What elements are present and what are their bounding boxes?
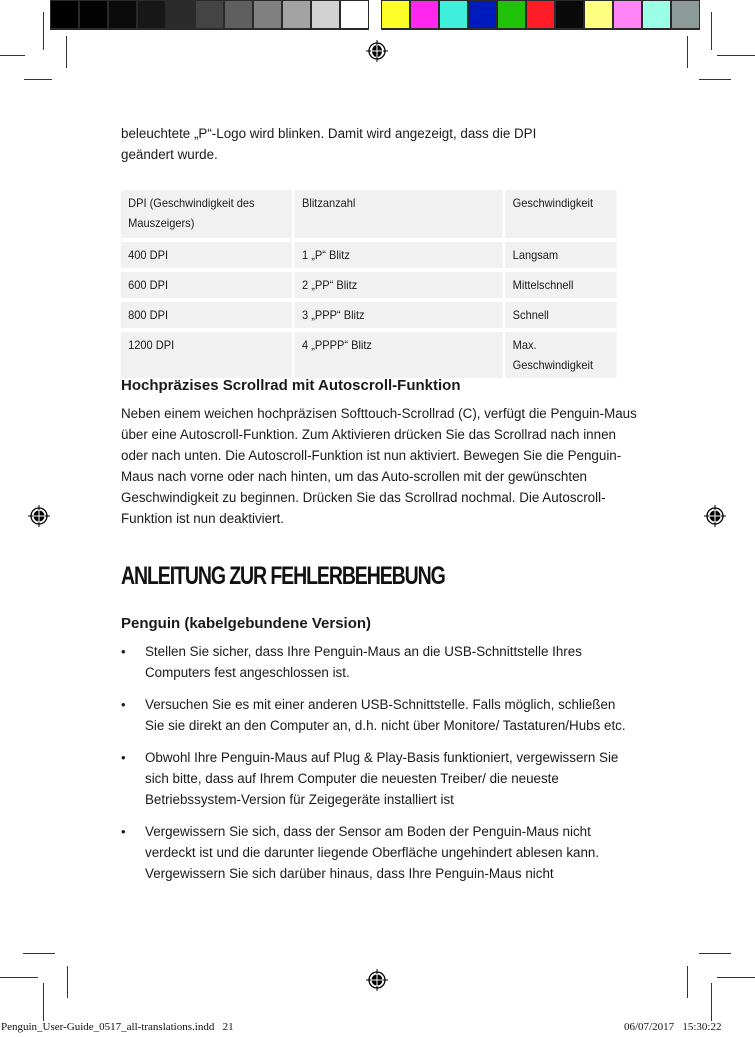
crop-mark bbox=[699, 953, 731, 954]
bullet-icon: • bbox=[121, 824, 126, 839]
table-cell: 1200 DPI bbox=[121, 332, 292, 378]
bullet-icon: • bbox=[121, 644, 126, 659]
registration-mark-icon bbox=[704, 505, 726, 527]
color-swatch bbox=[643, 1, 670, 28]
color-swatch bbox=[167, 1, 194, 28]
crop-mark bbox=[717, 55, 755, 56]
crop-mark bbox=[24, 79, 52, 80]
list-item bbox=[121, 821, 636, 884]
color-swatch bbox=[196, 1, 223, 28]
registration-mark-icon bbox=[366, 969, 388, 991]
color-swatch bbox=[283, 1, 310, 28]
list-item bbox=[121, 747, 636, 810]
section-subheading: Penguin (kabelgebundene Version) bbox=[121, 615, 372, 632]
color-swatch bbox=[614, 1, 641, 28]
table-cell: 4 „PPPP“ Blitz bbox=[295, 332, 503, 378]
color-swatch bbox=[312, 1, 339, 28]
color-swatch bbox=[382, 1, 409, 28]
crop-mark bbox=[0, 977, 38, 978]
table-cell: 3 „PPP“ Blitz bbox=[295, 302, 503, 328]
list-item bbox=[121, 694, 636, 736]
crop-mark bbox=[699, 79, 731, 80]
bullet-icon: • bbox=[121, 697, 126, 712]
color-swatch bbox=[138, 1, 165, 28]
crop-mark bbox=[43, 12, 44, 50]
intro-paragraph: beleuchtete „P“-Logo wird blinken. Damit wird angezeigt, dass die DPI geändert wurde. bbox=[121, 126, 537, 162]
color-swatch bbox=[556, 1, 583, 28]
color-swatch bbox=[109, 1, 136, 28]
color-swatch bbox=[672, 1, 699, 28]
color-swatch bbox=[254, 1, 281, 28]
crop-mark bbox=[711, 12, 712, 50]
list-item-text: Obwohl Ihre Penguin-Maus auf Plug & Play-Basis funktioniert, vergewissern Sie sich bitte, dass auf Ihrem Computer die neuesten Treiber/ die neueste Betriebssystem-Version für Zeigegeräte installiert ist bbox=[145, 750, 619, 807]
color-swatch bbox=[585, 1, 612, 28]
color-swatch bbox=[469, 1, 496, 28]
troubleshooting-list bbox=[121, 641, 636, 895]
dpi-table bbox=[118, 186, 619, 382]
footer-timestamp bbox=[624, 1021, 722, 1033]
table-row bbox=[121, 332, 617, 378]
table-cell: Mittelschnell bbox=[505, 272, 616, 298]
grayscale-color-bar bbox=[50, 0, 369, 30]
table-header-cell: DPI (Geschwindigkeit des Mauszeigers) bbox=[121, 190, 292, 238]
crop-mark bbox=[687, 966, 688, 998]
table-cell: 600 DPI bbox=[121, 272, 292, 298]
table-cell: Max. Geschwindigkeit bbox=[505, 332, 616, 378]
table-header-cell: Geschwindigkeit bbox=[505, 190, 616, 238]
color-swatch bbox=[440, 1, 467, 28]
footer-date: 06/07/2017 bbox=[624, 1021, 675, 1033]
color-swatch bbox=[51, 1, 78, 28]
registration-mark-icon bbox=[366, 40, 388, 62]
table-cell: 1 „P“ Blitz bbox=[295, 242, 503, 268]
footer-filename: Penguin_User-Guide_0517_all-translations.indd 21 bbox=[1, 1021, 234, 1033]
bullet-icon: • bbox=[121, 750, 126, 765]
table-cell: 2 „PP“ Blitz bbox=[295, 272, 503, 298]
color-swatch bbox=[225, 1, 252, 28]
color-swatch bbox=[527, 1, 554, 28]
crop-mark bbox=[0, 55, 25, 56]
table-cell: Schnell bbox=[505, 302, 616, 328]
crop-mark bbox=[687, 36, 688, 68]
table-cell: Langsam bbox=[505, 242, 616, 268]
crop-mark bbox=[717, 977, 755, 978]
table-cell: 800 DPI bbox=[121, 302, 292, 328]
table-row bbox=[121, 242, 617, 268]
color-swatch bbox=[341, 1, 368, 28]
list-item-text: Vergewissern Sie sich, dass der Sensor am Boden der Penguin-Maus nicht verdeckt ist und die darunter liegende Oberfläche ungehindert ablesen kann. Vergewissern Sie sich darüber hinaus, dass Ihre Penguin-Maus nicht bbox=[145, 824, 600, 881]
crop-mark bbox=[66, 36, 67, 68]
crop-mark bbox=[711, 983, 712, 1021]
list-item bbox=[121, 641, 636, 683]
crop-mark bbox=[67, 966, 68, 998]
crop-mark bbox=[23, 953, 55, 954]
scroll-section-body: Neben einem weichen hochpräzisen Softtouch-Scrollrad (C), verfügt die Penguin-Maus über eine Autoscroll-Funktion. Zum Aktivieren drücken Sie das Scrollrad nach innen oder nach unten. Die Autoscroll-Funktion ist nun aktiviert. Bewegen Sie die Penguin-Maus nach vorne oder nach hinten, um das Auto-scrollen mit der gewünschten Geschwindigkeit zu beginnen. Drücken Sie das Scrollrad nochmal. Die Autoscroll-Funktion ist nun deaktiviert. bbox=[121, 406, 637, 526]
table-header-row bbox=[121, 190, 617, 238]
color-swatch bbox=[80, 1, 107, 28]
color-swatch bbox=[498, 1, 525, 28]
table-row bbox=[121, 302, 617, 328]
footer-time: 15:30:22 bbox=[682, 1021, 722, 1033]
table-cell: 400 DPI bbox=[121, 242, 292, 268]
crop-mark bbox=[43, 983, 44, 1021]
registration-mark-icon bbox=[28, 505, 50, 527]
table-row bbox=[121, 272, 617, 298]
table-header-cell: Blitzanzahl bbox=[295, 190, 503, 238]
list-item-text: Versuchen Sie es mit einer anderen USB-Schnittstelle. Falls möglich, schließen Sie sie direkt an den Computer an, d.h. nicht über Monitore/ Tastaturen/Hubs etc. bbox=[145, 697, 626, 733]
list-item-text: Stellen Sie sicher, dass Ihre Penguin-Maus an die USB-Schnittstelle Ihres Computers fest angeschlossen ist. bbox=[145, 644, 582, 680]
process-color-bar bbox=[381, 0, 700, 30]
page-title: ANLEITUNG ZUR FEHLERBEHEBUNG bbox=[121, 562, 445, 590]
color-swatch bbox=[411, 1, 438, 28]
section-heading: Hochpräzises Scrollrad mit Autoscroll-Funktion bbox=[121, 377, 461, 394]
